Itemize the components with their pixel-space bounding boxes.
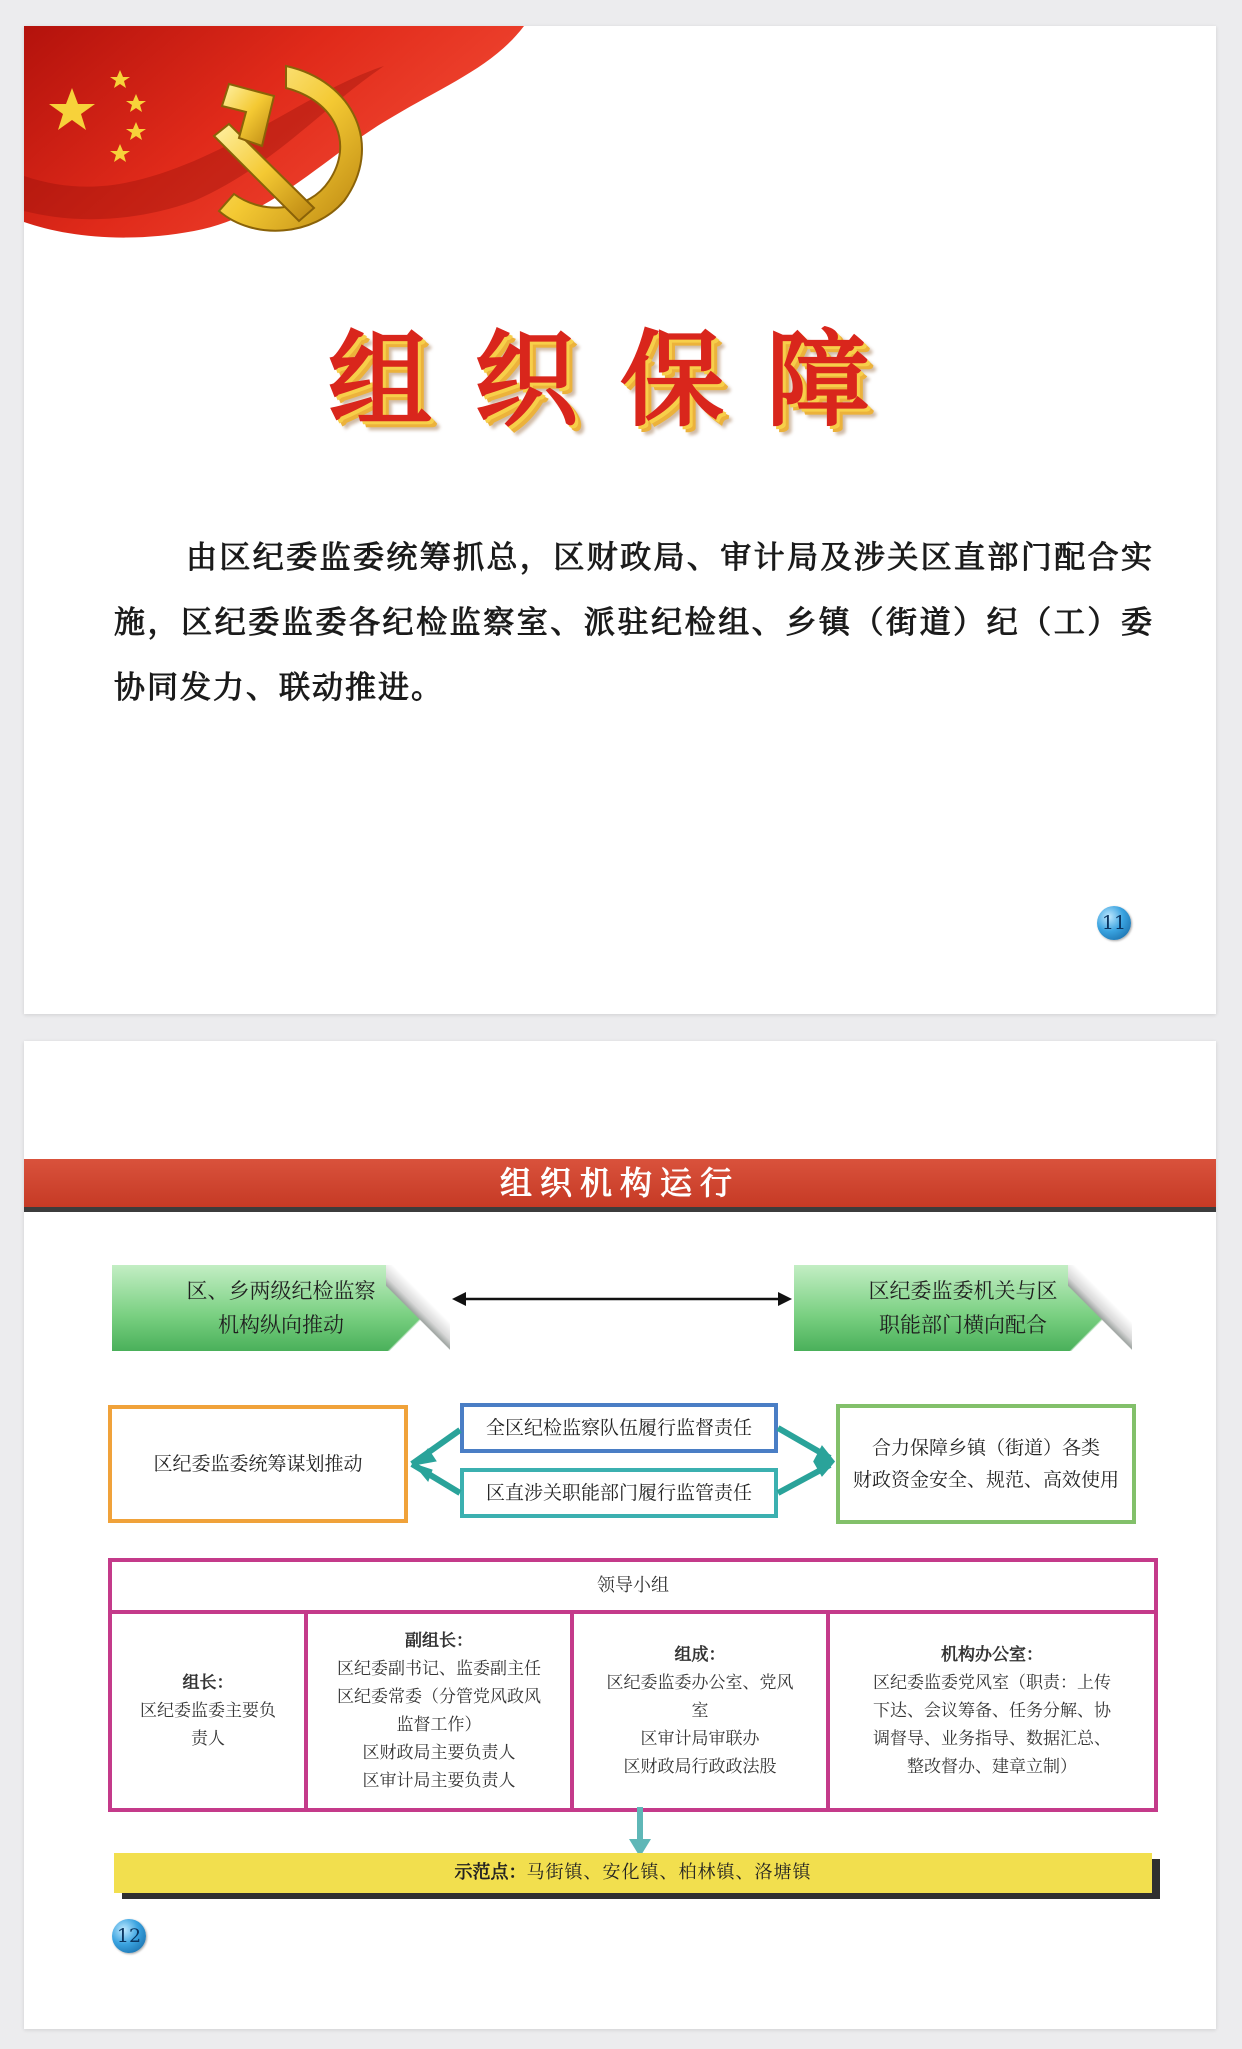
members-cell: [574, 1614, 830, 1808]
deputy-leader-line: 区纪委副书记、监委副主任: [337, 1659, 541, 1679]
group-leader-line: 区纪委监委主要负: [140, 1701, 276, 1721]
deputy-leader-line: 区财政局主要负责人: [362, 1743, 516, 1763]
office-line: 调督导、业务指导、数据汇总、: [873, 1729, 1111, 1749]
arrowhead-icon: [414, 1464, 432, 1481]
leading-group-table: [108, 1558, 1158, 1812]
members-line: 室: [691, 1701, 709, 1721]
arrow-to-result-bottom-icon: [778, 1465, 830, 1493]
page-curl-icon: [1068, 1265, 1132, 1351]
supervision-duty-box: [460, 1403, 778, 1453]
fund-safety-line-1: 合力保障乡镇（街道）各类: [871, 1437, 1100, 1459]
members-line: 区纪委监委办公室、党风: [606, 1673, 794, 1693]
arrow-to-result-top-icon: [778, 1428, 830, 1458]
deputy-leader-line: 区纪委常委（分管党风政风: [337, 1687, 541, 1707]
body-paragraph: 由区纪委监委统筹抓总，区财政局、审计局及涉关区直部门配合实施，区纪委监委各纪检监察室、派驻纪检组、乡镇（街道）纪（工）委协同发力、联动推进。: [114, 540, 1154, 706]
vertical-push-box: [112, 1265, 450, 1351]
office-head: 机构办公室：: [941, 1645, 1043, 1665]
arrowhead-icon: [814, 1462, 834, 1476]
fund-safety-box: [836, 1404, 1136, 1524]
green-right-line-1: 区纪委监委机关与区: [868, 1279, 1058, 1303]
green-left-line-1: 区、乡两级纪检监察: [186, 1279, 376, 1303]
regulation-duty-box: [460, 1468, 778, 1518]
group-leader-head: 组长：: [182, 1673, 234, 1693]
plan-promote-box: [108, 1405, 408, 1523]
demonstration-sites-bar: [114, 1853, 1152, 1893]
members-line: 区财政局行政政法股: [623, 1757, 777, 1777]
deputy-leader-cell: [308, 1614, 574, 1808]
green-right-line-2: 职能部门横向配合: [879, 1313, 1047, 1337]
deputy-leader-line: 监督工作）: [396, 1715, 482, 1735]
office-line: 下达、会议筹备、任务分解、协: [873, 1701, 1111, 1721]
plan-promote-text: 区纪委监委统筹谋划推动: [153, 1453, 363, 1475]
deputy-leader-line: 区审计局主要负责人: [362, 1771, 516, 1791]
double-arrow-icon: [450, 1287, 794, 1311]
page-number-badge: 12: [112, 1919, 146, 1953]
document-page-12: [24, 1041, 1216, 2029]
supervision-duty-text: 全区纪检监察队伍履行监督责任: [485, 1417, 752, 1439]
office-cell: [830, 1614, 1154, 1808]
deputy-leader-head: 副组长：: [405, 1631, 473, 1651]
fund-safety-line-2: 财政资金安全、规范、高效使用: [852, 1469, 1119, 1491]
page-number-badge: 11: [1097, 906, 1131, 940]
green-left-line-2: 机构纵向推动: [218, 1313, 344, 1337]
arrowhead-icon: [414, 1449, 436, 1465]
section-banner: 组织机构运行: [24, 1159, 1216, 1207]
demo-sites: 马街镇、安化镇、柏林镇、洛塘镇: [526, 1862, 812, 1883]
office-line: 整改督办、建章立制）: [907, 1757, 1077, 1777]
arrowhead-icon: [814, 1446, 834, 1461]
down-arrow-icon: [628, 1807, 652, 1859]
party-flag-image: [24, 26, 544, 248]
regulation-duty-text: 区直涉关职能部门履行监管责任: [485, 1482, 752, 1504]
leading-group-title: 领导小组: [112, 1562, 1154, 1614]
members-head: 组成：: [674, 1645, 726, 1665]
document-page-11: [24, 26, 1216, 1014]
members-line: 区审计局审联办: [640, 1729, 760, 1749]
demo-label: 示范点：: [454, 1862, 527, 1883]
group-leader-cell: [112, 1614, 308, 1808]
group-leader-line: 责人: [191, 1729, 225, 1749]
page-title: 组织保障: [327, 318, 912, 441]
horizontal-coordination-box: [794, 1265, 1132, 1351]
page-curl-icon: [386, 1265, 450, 1351]
office-line: 区纪委监委党风室（职责：上传: [873, 1673, 1111, 1693]
arrow-down-right-icon: [412, 1464, 460, 1493]
arrow-up-right-icon: [412, 1430, 460, 1464]
